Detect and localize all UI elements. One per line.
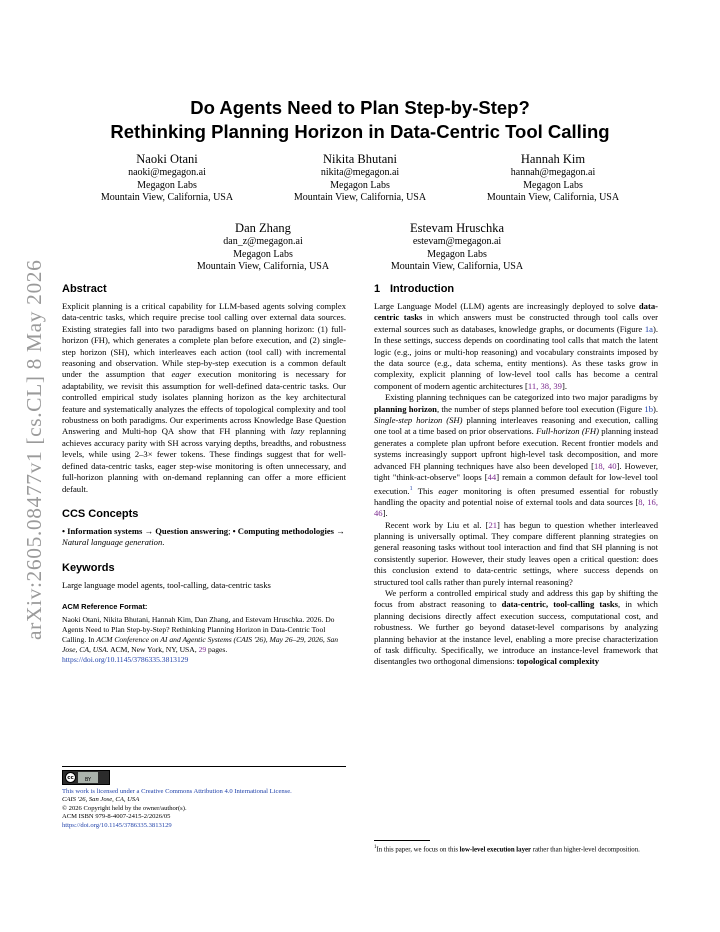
arxiv-identifier-stamp: arXiv:2605.08477v1 [cs.CL] 8 May 2026: [22, 259, 46, 640]
intro-paragraph-3: Recent work by Liu et al. [21] has begun to question whether interleaved planning is universally optimal. They compare different planning strategies on general reasoning tasks without tool interaction and find that SH planning is not consistently superior. However, their study leaves open a critical question: does this conclusion extend to data-centric settings, where success depends on structured tool calls rather than purely internal reasoning?: [374, 519, 658, 587]
author-location: Mountain View, California, USA: [100, 192, 234, 203]
citation-link[interactable]: 18, 40: [594, 460, 617, 471]
author-name: Naoki Otani: [136, 152, 198, 166]
right-column: [374, 282, 658, 668]
author-location: Mountain View, California, USA: [196, 261, 330, 272]
page-count-link[interactable]: 29: [198, 644, 207, 654]
author-block-2: [265, 152, 455, 205]
author-name: Dan Zhang: [235, 221, 291, 235]
title-line-1: Do Agents Need to Plan Step-by-Step?: [190, 97, 530, 118]
ccs-text: • Information systems → Question answering; • Computing methodologies → Natural language generation.: [62, 525, 345, 548]
footnote-marker-link[interactable]: 1: [409, 485, 413, 492]
keywords-heading: Keywords: [62, 561, 115, 574]
author-location: Mountain View, California, USA: [486, 192, 620, 203]
keywords-text: Large language model agents, tool-calling, data-centric tasks: [62, 579, 271, 590]
author-block-5: [362, 221, 552, 274]
license-copyright: © 2026 Copyright held by the owner/author(s).: [62, 804, 187, 812]
author-email[interactable]: hannah@megagon.ai: [510, 167, 596, 178]
figure-ref-link[interactable]: 1a: [644, 323, 653, 334]
left-column: [62, 282, 346, 665]
license-doi-link[interactable]: https://doi.org/10.1145/3786335.3813129: [62, 821, 172, 829]
attribution-icon: BY: [78, 772, 98, 783]
author-name: Hannah Kim: [520, 152, 586, 166]
author-org: Megagon Labs: [427, 248, 487, 260]
author-name: Estevam Hruschka: [409, 221, 505, 235]
author-org: Megagon Labs: [137, 179, 197, 191]
license-box: [62, 766, 346, 830]
author-block-3: [458, 152, 648, 205]
footnote-text: $^1$In this paper, we focus on this low-level execution layer rather than higher-level decomposition.: [374, 845, 640, 854]
citation-link[interactable]: 8, 16, 46: [374, 496, 658, 519]
abstract-text: Explicit planning is a critical capability for LLM-based agents solving complex data-centric tasks, which require precise tool calling over external data sources. Existing strategies fall into two paradigms based on planning horizon: (1) full-horizon (FH), which generates a complete plan before execution, and (2) single-step horizon (SH), which interleaves each action (tool call) with incremental reasoning and observation. While step-by-step execution is a common default under the assumption that eager execution monitoring is necessary for adaptability, we revisit this assumption for well-defined data-centric tasks. Our controlled empirical study isolates planning horizon as the key architectural feature and systematically analyzes the effects of topological complexity and tool robustness on both paradigms. Our experiments across Knowledge Base Question Answering and Multi-hop QA show that FH planning with lazy replanning achieves accuracy parity with SH across varying depths, breadths, and robustness levels, while using 2–3× fewer tokens. These findings suggest that for well-defined data-centric tasks, eager step-wise monitoring is often unnecessary, and full-horizon planning with on-demand replanning can offer a more efficient default.: [62, 301, 346, 494]
abstract-heading: Abstract: [62, 283, 107, 295]
intro-paragraph-2: Existing planning techniques can be categorized into two major paradigms by planning horizon, the number of steps planned before tool execution (Figure 1b). Single-step horizon (SH) planning interleaves reasoning and execution, calling one tool at a time based on prior observations. Full-horizon (FH) planning instead generates a complete plan upfront before execution. Recent frontier models and systems increasingly support upfront high-level task decomposition, and more advanced FH planning techniques have also been developed [18, 40]. However, tight "think-act-observe" loops [44] remain a common default for low-level tool execution.$^1$ This eager monitoring is often presumed essential for robustly handling the opacity and potential noise of external tools and data sources [8, 16, 46].: [374, 392, 659, 519]
author-email[interactable]: estevam@megagon.ai: [412, 236, 502, 247]
author-org: Megagon Labs: [233, 248, 293, 260]
paper-title: [62, 96, 658, 144]
author-block-1: [72, 152, 262, 205]
acm-reference-heading: ACM Reference Format:: [62, 602, 148, 612]
citation-link[interactable]: 21: [488, 519, 498, 530]
intro-paragraph-1: Large Language Model (LLM) agents are increasingly deployed to solve data-centric tasks in which answers must be constructed through tool calls over external sources such as databases, knowledge graphs, or documents (Figure 1a). In these settings, success depends on coordinating tool calls that match the latent logic (e.g., joins or multi-hop reasoning) and vocabulary constraints imposed by the data source (e.g., data schema, entity mentions). As these tasks grow in complexity, explicit planning of low-level tool calls has become a central component of modern agentic architectures [11, 38, 39].: [374, 301, 658, 391]
cc-by-license-badge[interactable]: [62, 770, 110, 785]
author-email[interactable]: dan_z@megagon.ai: [223, 236, 303, 247]
intro-paragraph-4: We perform a controlled empirical study and address this gap by shifting the focus from abstract reasoning to data-centric, tool-calling tasks, in which planning decisions directly affect execution success, computational cost, and robustness. We further go beyond dataset-level comparisons by analyzing planning behavior at the instance level, enabling a more precise characterization of task difficulty. Specifically, we introduce an instance-level framework that disentangles two orthogonal dimensions: topological complexity: [374, 588, 658, 667]
ccs-heading: CCS Concepts: [62, 507, 139, 520]
author-email[interactable]: nikita@megagon.ai: [320, 167, 400, 178]
author-location: Mountain View, California, USA: [390, 261, 524, 272]
title-line-2: Rethinking Planning Horizon in Data-Centric Tool Calling: [110, 121, 610, 142]
footnote-divider: [374, 840, 430, 841]
license-isbn: ACM ISBN 979-8-4007-2415-2/2026/05: [62, 813, 171, 821]
author-name: Nikita Bhutani: [323, 152, 397, 166]
citation-link[interactable]: 44: [487, 472, 497, 483]
author-email[interactable]: naoki@megagon.ai: [128, 167, 206, 178]
author-org: Megagon Labs: [330, 179, 390, 191]
license-venue: CAIS '26, San Jose, CA, USA: [62, 796, 140, 804]
acm-reference-text: Naoki Otani, Nikita Bhutani, Hannah Kim, Dan Zhang, and Estevam Hruschka. 2026. Do Agents Need to Plan Step-by-Step? Rethinking Planning Horizon in Data-Centric Tool Calling. In ACM Conference on AI and Agentic Systems (CAIS '26), May 26–29, 2026, San Jose, CA, USA. ACM, New York, NY, USA, 29 pages. https://doi.org/10.1145/3786335.3813129: [62, 614, 339, 664]
author-location: Mountain View, California, USA: [293, 192, 427, 203]
license-link[interactable]: This work is licensed under a Creative Commons Attribution 4.0 International License.: [62, 788, 292, 795]
footnote: [374, 840, 658, 855]
author-org: Megagon Labs: [523, 179, 583, 191]
citation-link[interactable]: 11, 38, 39: [527, 380, 562, 391]
doi-link[interactable]: https://doi.org/10.1145/3786335.3813129: [62, 654, 189, 664]
introduction-heading: 1 Introduction: [374, 283, 455, 295]
creative-commons-icon: cc: [65, 772, 76, 783]
author-block-4: [168, 221, 358, 274]
figure-ref-link[interactable]: 1b: [644, 403, 653, 414]
